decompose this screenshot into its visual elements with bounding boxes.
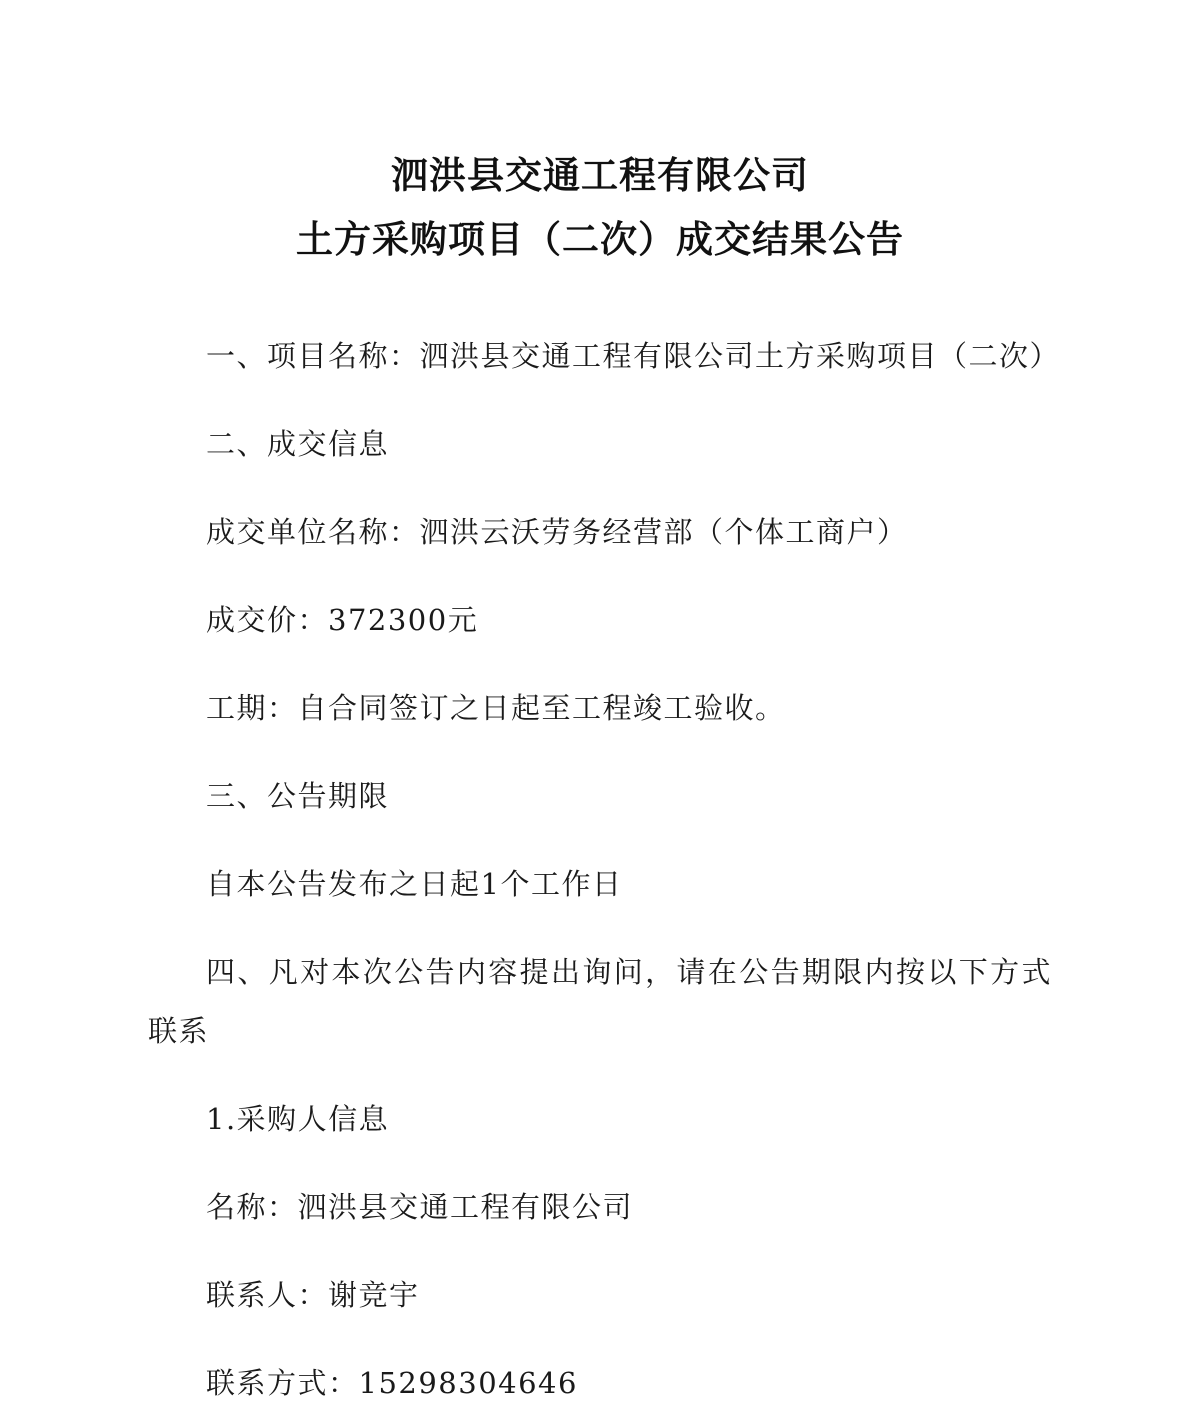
paragraph-notice-period-heading: 三、公告期限 (206, 778, 390, 813)
title-line-2: 土方采购项目（二次）成交结果公告 (296, 216, 904, 261)
page-title (148, 143, 1052, 271)
paragraph-award-unit: 成交单位名称：泗洪云沃劳务经营部（个体工商户） (206, 514, 908, 549)
paragraph-purchaser-phone: 联系方式：15298304646 (206, 1365, 578, 1400)
title-line-1: 泗洪县交通工程有限公司 (391, 152, 809, 197)
paragraph-award-info-heading: 二、成交信息 (206, 426, 390, 461)
paragraph-duration: 工期：自合同签订之日起至工程竣工验收。 (206, 690, 786, 725)
paragraph-purchaser-section: 1.采购人信息 (206, 1101, 390, 1136)
paragraph-award-price: 成交价：372300元 (206, 602, 479, 637)
paragraph-project-name: 一、项目名称：泗洪县交通工程有限公司土方采购项目（二次） (206, 338, 1061, 373)
document-body (148, 327, 1061, 1413)
paragraph-purchaser-name: 名称：泗洪县交通工程有限公司 (206, 1189, 634, 1224)
paragraph-notice-period: 自本公告发布之日起1个工作日 (206, 866, 623, 901)
paragraph-purchaser-contact: 联系人：谢竞宇 (206, 1277, 420, 1312)
paragraph-inquiry-heading: 四、凡对本次公告内容提出询问，请在公告期限内按以下方式联系 (148, 954, 1052, 1048)
